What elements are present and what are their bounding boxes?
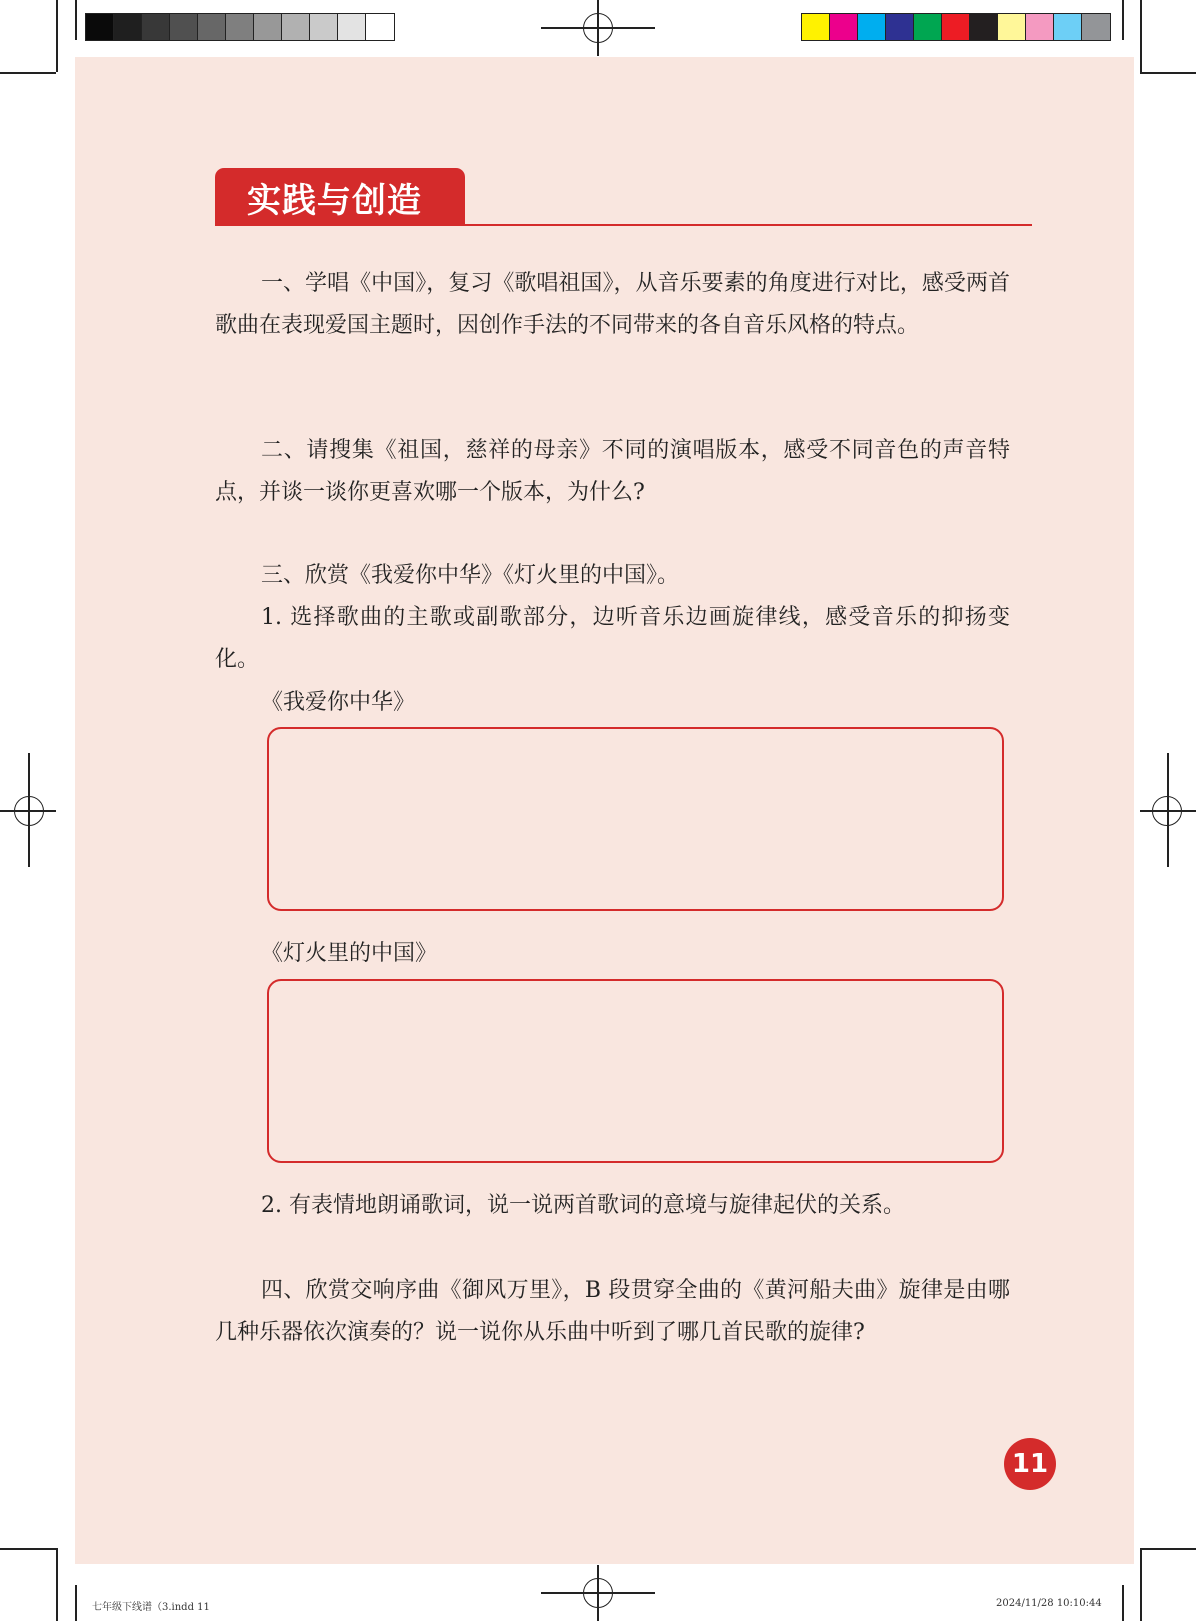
grayscale-color-bar (85, 13, 395, 41)
song-title-2: 《灯火里的中国》 (261, 941, 438, 966)
melody-drawing-box-2[interactable] (267, 979, 1004, 1163)
process-color-swatch (830, 14, 858, 40)
grayscale-swatch (170, 14, 198, 40)
grayscale-swatch (226, 14, 254, 40)
paragraph-4: 四、欣赏交响序曲《御风万里》，B 段贯穿全曲的《黄河船夫曲》旋律是由哪几种乐器依次演奏的？说一说你从乐曲中听到了哪几首民歌的旋律? (215, 1278, 1010, 1345)
process-color-swatch (942, 14, 970, 40)
paragraph-1: 一、学唱《中国》，复习《歌唱祖国》，从音乐要素的角度进行对比，感受两首歌曲在表现爱国主题时，因创作手法的不同带来的各自音乐风格的特点。 (215, 271, 1010, 338)
grayscale-swatch (282, 14, 310, 40)
grayscale-swatch (86, 14, 114, 40)
grayscale-swatch (142, 14, 170, 40)
grayscale-swatch (114, 14, 142, 40)
process-color-swatch (998, 14, 1026, 40)
process-color-swatch (970, 14, 998, 40)
page-number-badge (1004, 1438, 1056, 1490)
section-title-rule (215, 224, 1032, 226)
slug-filename: 七年级下线谱（3.indd 11 (92, 1602, 210, 1613)
process-color-swatch (914, 14, 942, 40)
process-color-swatch (802, 14, 830, 40)
process-color-swatch (858, 14, 886, 40)
grayscale-swatch (254, 14, 282, 40)
section-title-text: 实践与创造 (247, 180, 422, 221)
paragraph-3-heading: 三、欣赏《我爱你中华》《灯火里的中国》。 (261, 563, 680, 588)
process-color-swatch (1054, 14, 1082, 40)
grayscale-swatch (366, 14, 394, 40)
paragraph-3-item-1: 1. 选择歌曲的主歌或副歌部分，边听音乐边画旋律线，感受音乐的抑扬变化。 (215, 605, 1010, 672)
song-title-1: 《我爱你中华》 (261, 690, 416, 715)
process-color-swatch (1026, 14, 1054, 40)
process-color-swatch (1082, 14, 1110, 40)
paragraph-2: 二、请搜集《祖国，慈祥的母亲》不同的演唱版本，感受不同音色的声音特点，并谈一谈你更喜欢哪一个版本，为什么? (215, 438, 1010, 505)
page-number: 11 (1011, 1449, 1049, 1479)
slug-timestamp: 2024/11/28 10:10:44 (996, 1598, 1102, 1609)
paragraph-3-item-2: 2. 有表情地朗诵歌词，说一说两首歌词的意境与旋律起伏的关系。 (261, 1193, 905, 1218)
grayscale-swatch (338, 14, 366, 40)
grayscale-swatch (310, 14, 338, 40)
section-title (215, 168, 465, 226)
grayscale-swatch (198, 14, 226, 40)
process-color-swatch (886, 14, 914, 40)
process-color-bar (801, 13, 1111, 41)
melody-drawing-box-1[interactable] (267, 727, 1004, 911)
